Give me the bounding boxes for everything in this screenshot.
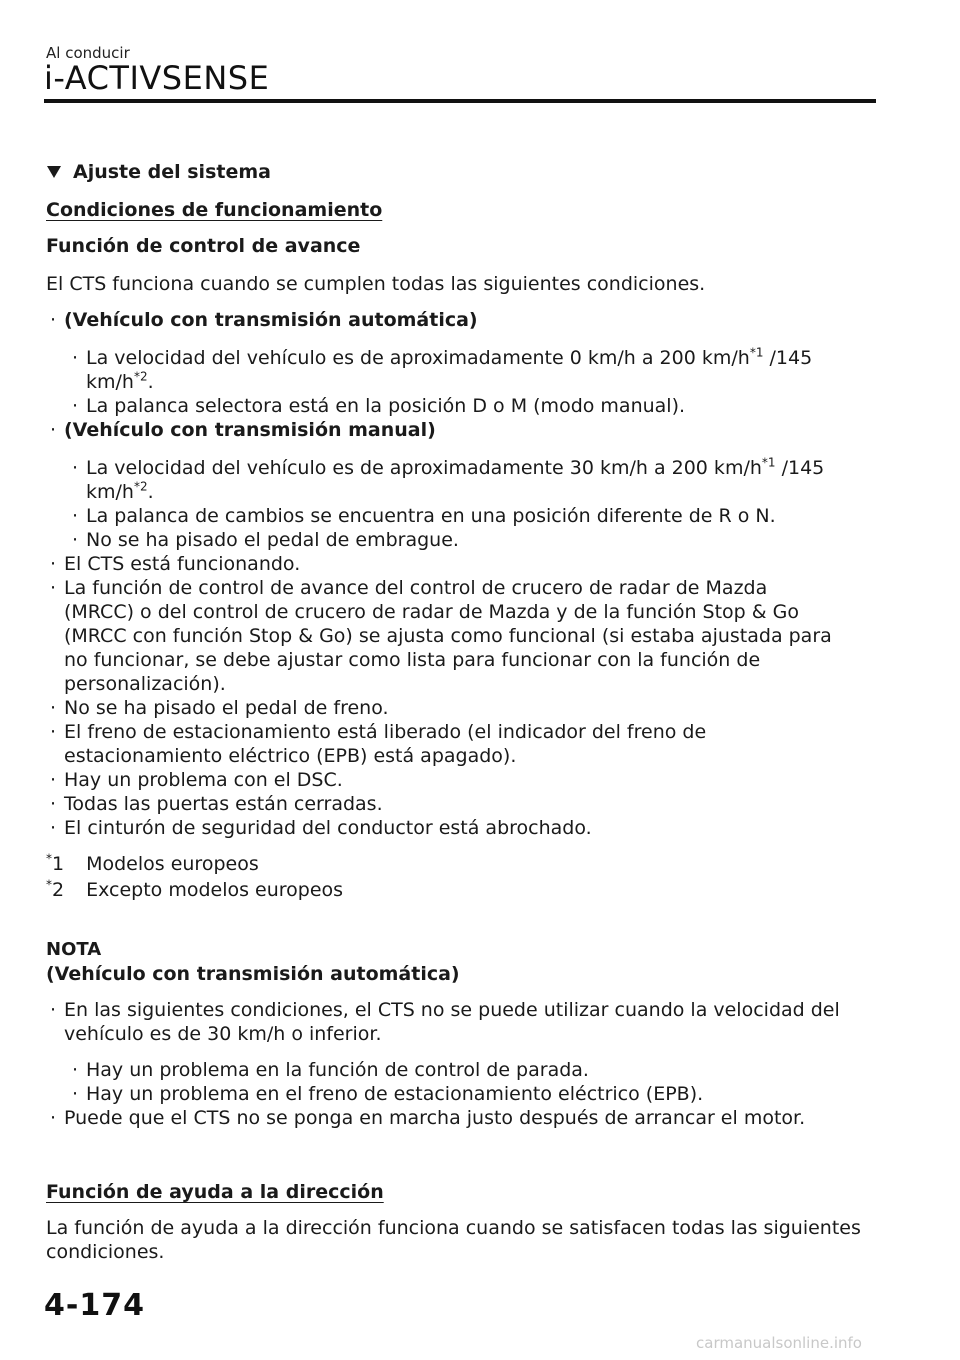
bullet: · — [50, 721, 57, 743]
bullet: · — [72, 395, 79, 417]
at-speed-line — [86, 346, 812, 370]
bullet: · — [72, 1059, 79, 1081]
footnote-2: *2 Excepto modelos europeos — [46, 877, 344, 901]
bullet: · — [50, 553, 57, 575]
cond-doors: Todas las puertas están cerradas. — [64, 793, 383, 815]
page-number: 4-174 — [44, 1288, 145, 1323]
watermark: carmanualsonline.info — [696, 1334, 862, 1352]
bullet: · — [72, 457, 79, 479]
cond-mrcc: no funcionar, se debe ajustar como lista para funcionar con la función de — [64, 649, 761, 671]
bullet: · — [50, 577, 57, 599]
cond-mrcc: La función de control de avance del control de crucero de radar de Mazda — [64, 577, 768, 599]
bullet: · — [72, 529, 79, 551]
page-title: i-ACTIVSENSE — [44, 59, 270, 97]
note-item2: Puede que el CTS no se ponga en marcha justo después de arrancar el motor. — [64, 1107, 806, 1129]
advance-heading: Función de control de avance — [46, 235, 361, 257]
steering-text: La función de ayuda a la dirección funciona cuando se satisfacen todas las siguientes — [46, 1217, 861, 1239]
at-label: (Vehículo con transmisión automática) — [64, 309, 478, 331]
mt-speed-line — [86, 456, 824, 480]
footnote-ref: *1 — [749, 345, 764, 360]
bullet: · — [50, 817, 57, 839]
note-item1: vehículo es de 30 km/h o inferior. — [64, 1023, 382, 1045]
triangle-down-icon — [47, 166, 61, 178]
bullet: · — [50, 769, 57, 791]
note-sub: (Vehículo con transmisión automática) — [46, 963, 460, 985]
mt-speed-unit: $km/h^{*2}$. — [86, 479, 154, 503]
steering-text: condiciones. — [46, 1241, 165, 1263]
cond-dsc: Hay un problema con el DSC. — [64, 769, 343, 791]
cond-epb: El freno de estacionamiento está liberado (el indicador del freno de — [64, 721, 707, 743]
note-label: NOTA — [46, 939, 102, 960]
mt-clutch: No se ha pisado el pedal de embrague. — [86, 529, 459, 551]
bullet: · — [50, 999, 57, 1021]
bullet: · — [72, 505, 79, 527]
cond-epb: estacionamiento eléctrico (EPB) está apagado). — [64, 745, 517, 767]
conditions-heading: Condiciones de funcionamiento — [46, 199, 383, 221]
header-rule — [44, 99, 876, 103]
mt-speed-alt: /145 — [781, 457, 825, 479]
mt-label: (Vehículo con transmisión manual) — [64, 419, 436, 441]
cond-cts: El CTS está funcionando. — [64, 553, 301, 575]
cond-mrcc: personalización). — [64, 673, 226, 695]
section-heading: Ajuste del sistema — [73, 161, 271, 183]
steering-heading: Función de ayuda a la dirección — [46, 1181, 384, 1203]
at-speed-alt: /145 — [769, 347, 813, 369]
bullet: · — [72, 1083, 79, 1105]
cond-mrcc: (MRCC) o del control de crucero de radar de Mazda y de la función Stop & Go — [64, 601, 799, 623]
advance-intro: El CTS funciona cuando se cumplen todas las siguientes condiciones. — [46, 273, 706, 295]
cond-belt: El cinturón de seguridad del conductor está abrochado. — [64, 817, 592, 839]
bullet: · — [50, 309, 57, 331]
bullet: · — [50, 793, 57, 815]
mt-lever: La palanca de cambios se encuentra en una posición diferente de R o N. — [86, 505, 776, 527]
cond-brake: No se ha pisado el pedal de freno. — [64, 697, 389, 719]
note-sub1: Hay un problema en la función de control de parada. — [86, 1059, 589, 1081]
at-speed-text: La velocidad del vehículo es de aproximadamente 0 km/h a 200 km/h — [86, 347, 750, 369]
header-section: Al conducir — [46, 44, 130, 62]
at-speed-unit: $km/h^{*2}$. — [86, 369, 154, 393]
note-item1: En las siguientes condiciones, el CTS no se puede utilizar cuando la velocidad del — [64, 999, 840, 1021]
bullet: · — [50, 697, 57, 719]
at-lever: La palanca selectora está en la posición D o M (modo manual). — [86, 395, 686, 417]
footnote-ref: *2 — [133, 479, 148, 494]
note-sub2: Hay un problema en el freno de estacionamiento eléctrico (EPB). — [86, 1083, 704, 1105]
footnote-1: *1 Modelos europeos — [46, 851, 259, 875]
bullet: · — [50, 1107, 57, 1129]
cond-mrcc: (MRCC con función Stop & Go) se ajusta como funcional (si estaba ajustada para — [64, 625, 832, 647]
bullet: · — [72, 347, 79, 369]
footnote-ref: *2 — [133, 369, 148, 384]
footnote-ref: *1 — [761, 455, 776, 470]
mt-speed-text: La velocidad del vehículo es de aproximadamente 30 km/h a 200 km/h — [86, 457, 762, 479]
bullet: · — [50, 419, 57, 441]
